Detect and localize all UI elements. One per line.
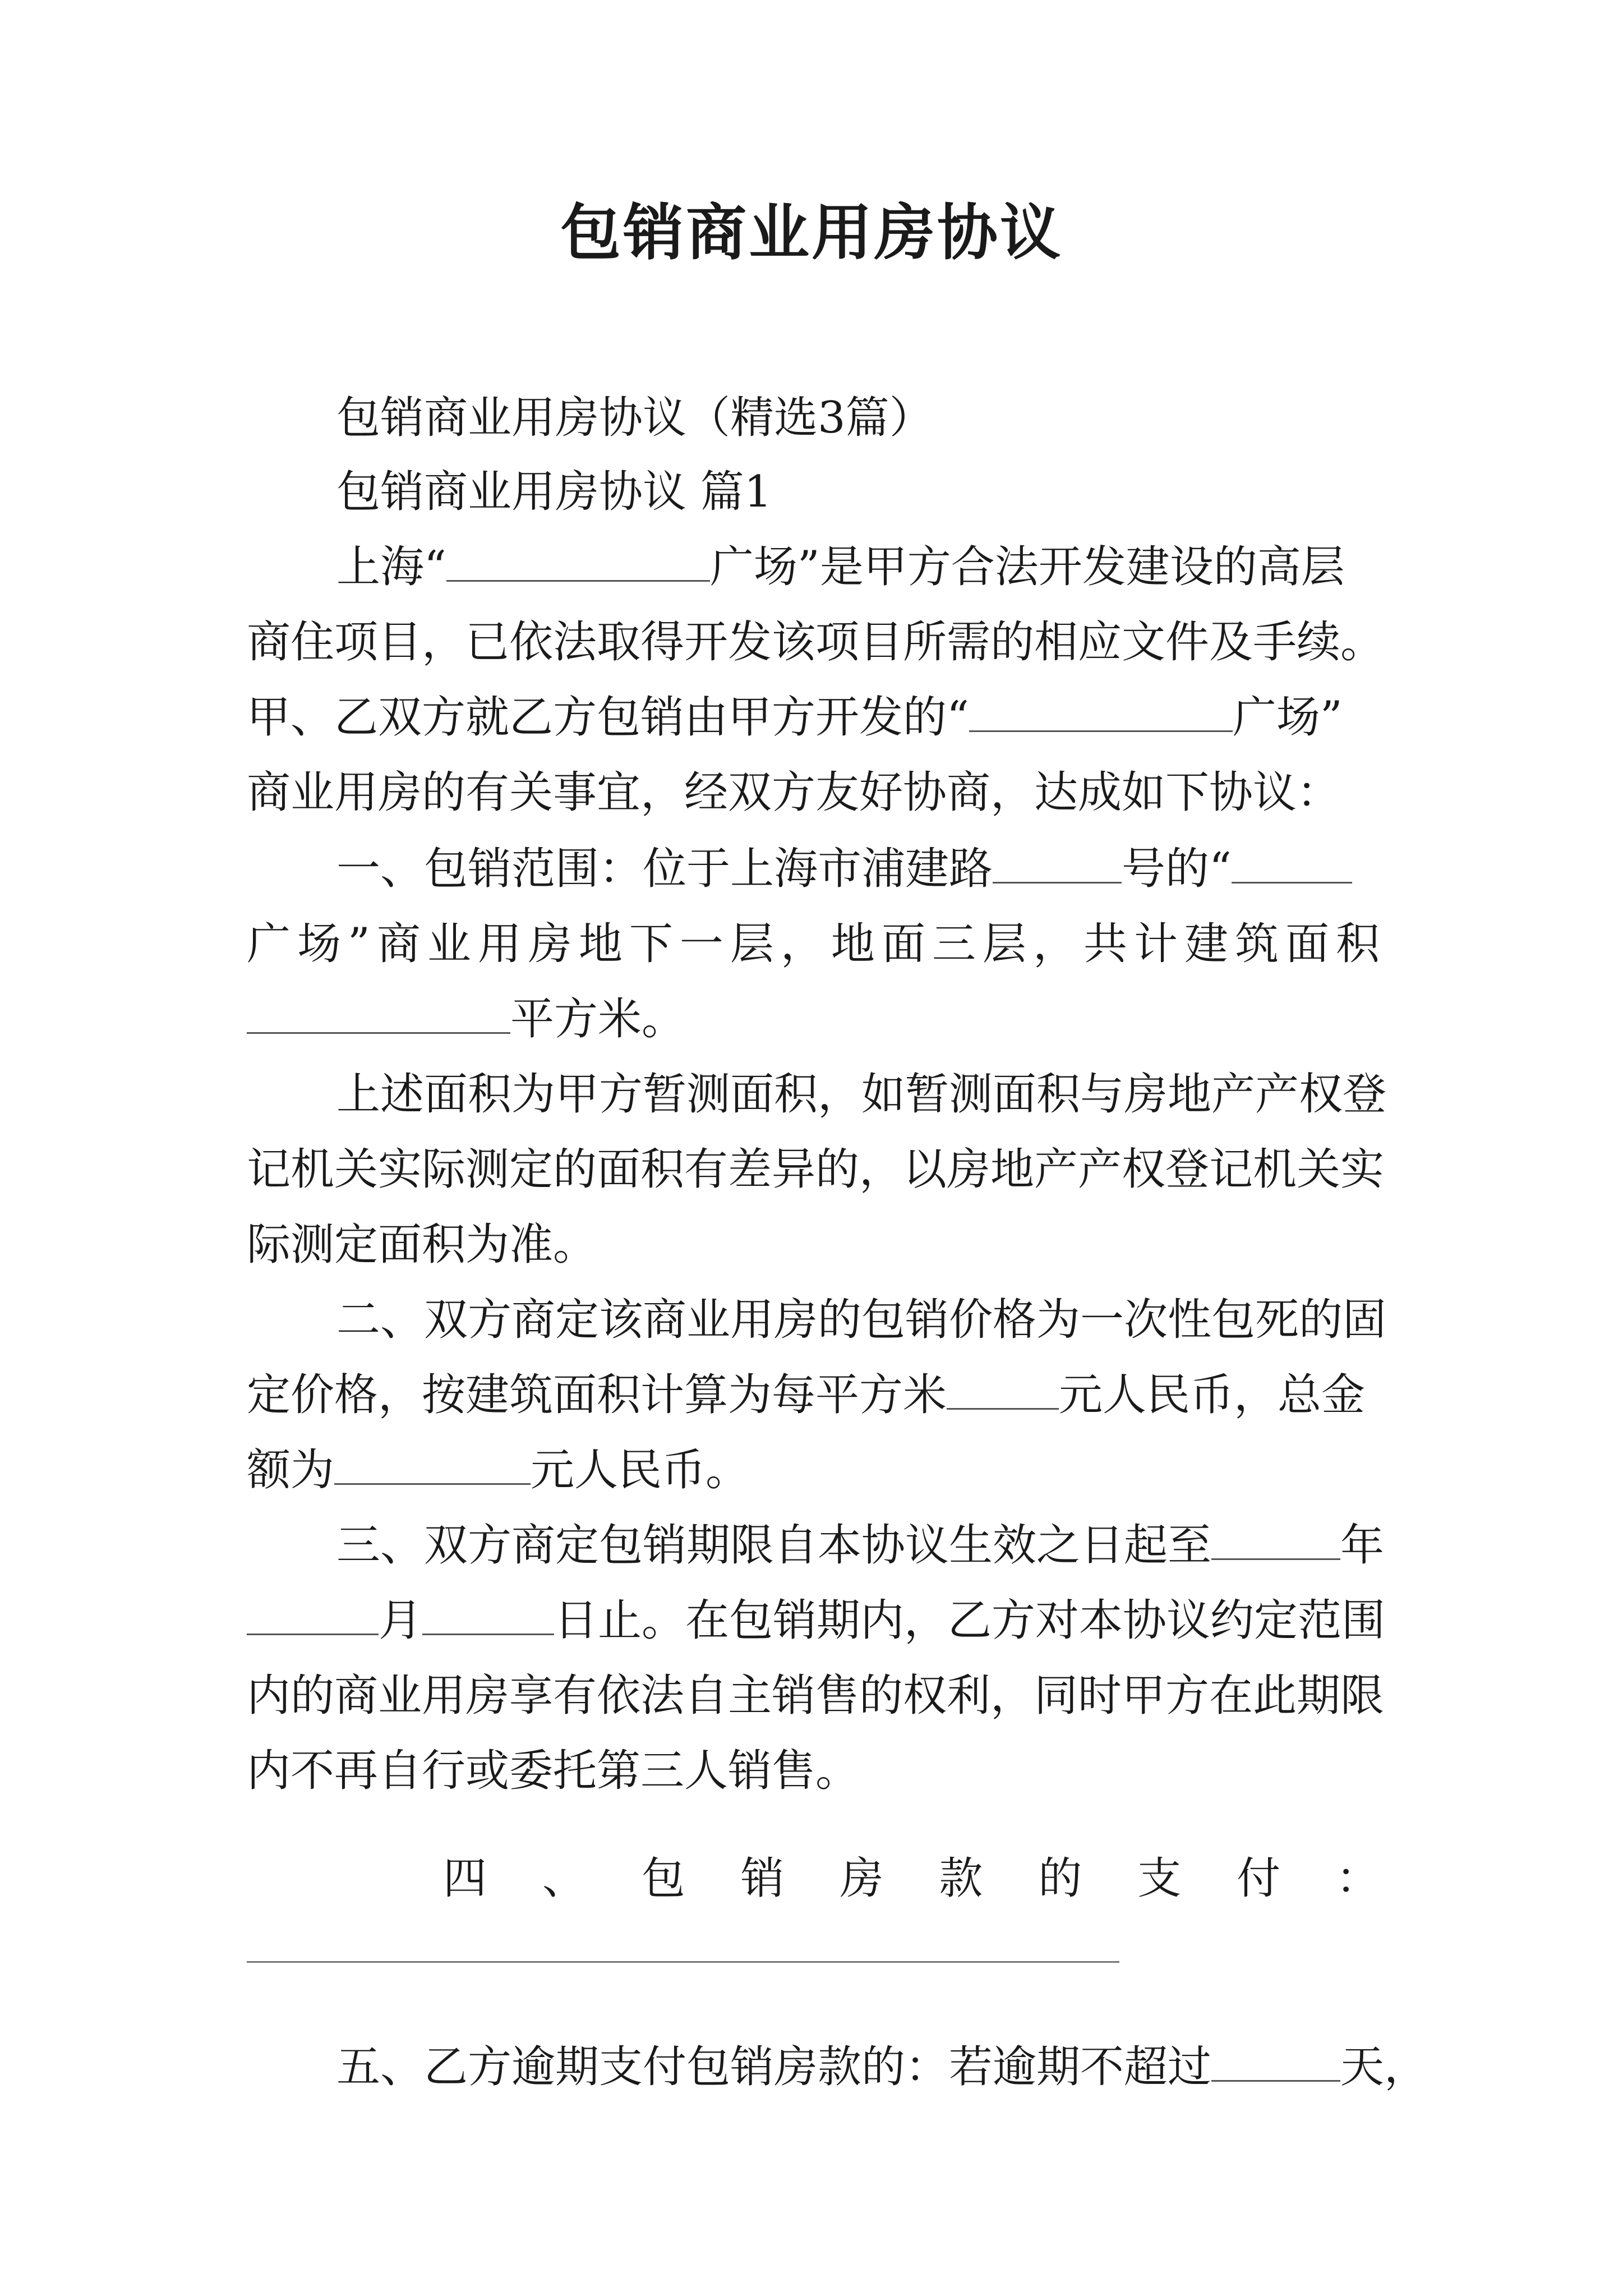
clause-line [336,1515,1385,1576]
clause-line: 内不再自行或委托第三人销售。 [247,1746,860,1796]
paragraph-line [336,536,1380,598]
section-heading: 包销商业用房协议 篇1 [336,467,772,517]
clause-line: 四、包销房款的支付： [443,1853,1380,1904]
clause-line [247,1364,1380,1426]
fill-in-blank [247,993,510,1034]
paragraph-line: 际测定面积为准。 [247,1220,597,1270]
paragraph-line [247,687,1380,748]
fill-in-blank [446,541,710,582]
clause-line: 二、双方商定该商业用房的包销价格为一次性包死的固 [336,1295,1387,1345]
text-run: 平方米。 [510,994,686,1045]
text-run: 定价格，按建筑面积计算为每平方米 [247,1370,947,1420]
document-subtitle: 包销商业用房协议（精选3篇） [336,393,933,443]
fill-in-blank [334,1444,531,1485]
text-run: 甲、乙双方就乙方包销由甲方开发的“ [247,692,969,743]
text-run: 日止。在包销期内，乙方对本协议约定范围 [554,1595,1386,1646]
clause-line [247,988,1380,1050]
fill-in-blank [969,691,1233,732]
text-run: 一、包销范围：位于上海市浦建路 [336,844,993,894]
text-run: 广场” [1232,692,1343,743]
text-run: 年 [1340,1520,1385,1571]
fill-in-rule [247,1961,1119,1963]
text-run: 号的“ [1122,844,1232,894]
clause-line [336,2036,1428,2098]
fill-in-blank [247,1594,379,1635]
fill-in-blank [947,1369,1059,1410]
paragraph-line: 商住项目，已依法取得开发该项目所需的相应文件及手续。 [247,617,1385,668]
paragraph-line: 上述面积为甲方暂测面积，如暂测面积与房地产产权登 [336,1069,1387,1120]
clause-line: 内的商业用房享有依法自主销售的权利，同时甲方在此期限 [247,1671,1385,1721]
text-run: 天， [1340,2042,1428,2092]
clause-line [247,1439,1380,1501]
fill-in-blank [1211,1519,1340,1560]
text-run: 元人民币。 [531,1445,750,1496]
clause-line [336,838,1380,900]
fill-in-blank [422,1594,554,1635]
paragraph-line: 商业用房的有关事宜，经双方友好协商，达成如下协议： [247,767,1341,818]
text-run: 广场”是甲方合法开发建设的高层 [709,542,1345,592]
document-title: 包销商业用房协议 [560,197,1063,268]
text-run: 上海“ [336,542,446,592]
text-run: 元人民币，总金 [1059,1370,1366,1420]
text-run: 三、双方商定包销期限自本协议生效之日起至 [336,1520,1212,1571]
fill-in-blank [1232,843,1352,884]
text-run: 额为 [247,1445,335,1496]
text-run: 月 [379,1595,423,1646]
fill-in-blank [1211,2041,1340,2082]
text-run: 五、乙方逾期支付包销房款的：若逾期不超过 [336,2042,1212,2092]
clause-line [247,1590,1386,1651]
fill-in-blank [993,843,1122,884]
paragraph-line: 记机关实际测定的面积有差异的，以房地产产权登记机关实 [247,1144,1385,1195]
clause-line: 广场”商业用房地下一层，地面三层，共计建筑面积 [247,919,1380,969]
